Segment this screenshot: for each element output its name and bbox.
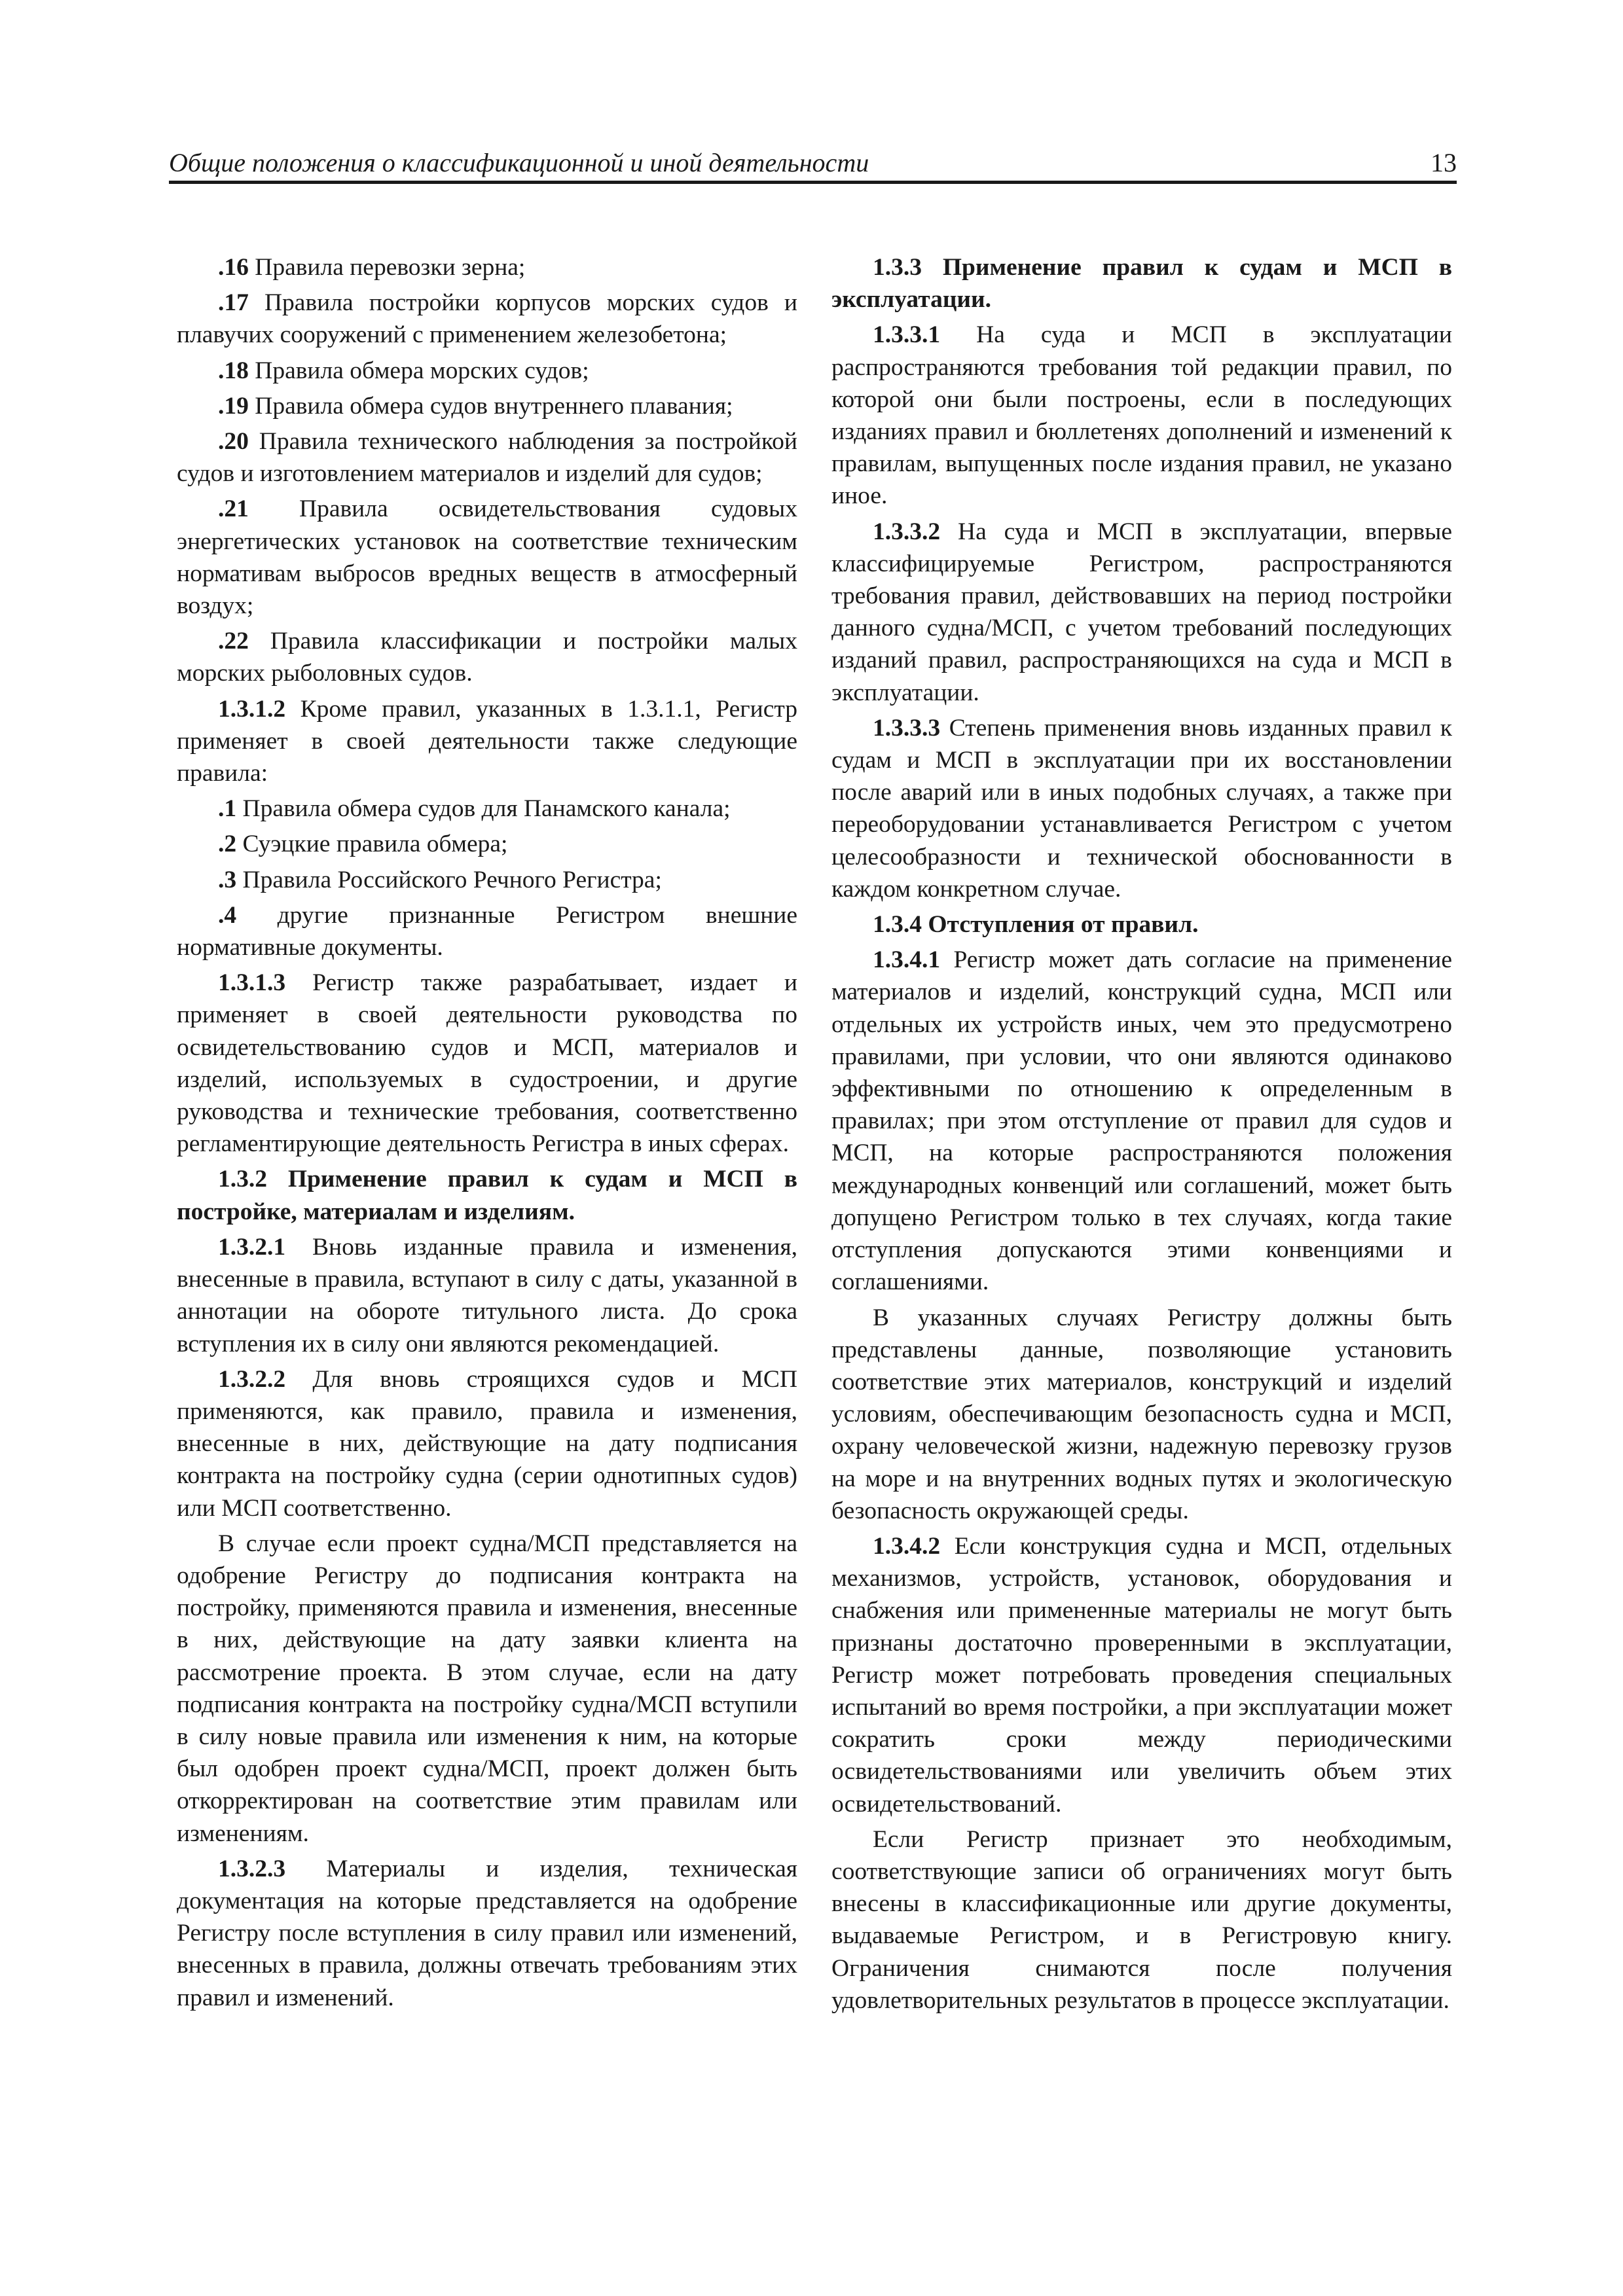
paragraph-text: Регистр может дать согласие на применение материалов и изделий, конструкций судна, МСП или отдельных их устройств иных, чем это предусмотрено правилами, при условии, что они являются одинаково эффективными по отношению к определенным в правилах; при этом отступление от правил для судов и МСП, на которые распространяются положения международных конвенций или соглашений, может быть допущено Регистром только в тех случаях, когда такие отступления допускаются этими конвенциями и соглашениями.: [831, 946, 1452, 1296]
paragraph: [177, 1231, 797, 1360]
paragraph-text: Правила обмера морских судов;: [248, 357, 589, 384]
paragraph-text: На суда и МСП в эксплуатации, впервые классифицируемые Регистром, распространяются требования правил, действовавших на период постройки данного судна/МСП, с учетом требований последующих изданий правил, распространяющихся на суда и МСП в эксплуатации.: [831, 518, 1452, 706]
clause-number: 1.3.3.1: [873, 321, 941, 349]
clause-number: 1.3.2.2: [218, 1365, 286, 1393]
clause-number: 1.3.3.2: [873, 518, 941, 545]
clause-number: .1: [218, 795, 237, 823]
clause-number: .17: [218, 289, 249, 317]
clause-number: .2: [218, 831, 237, 858]
paragraph: [177, 251, 797, 283]
clause-number: .22: [218, 628, 249, 655]
paragraph-text: Правила Российского Речного Регистра;: [236, 866, 662, 893]
paragraph-text: Правила обмера судов внутреннего плавания;: [248, 392, 733, 420]
page-number: 13: [1431, 148, 1457, 177]
paragraph-text: Правила обмера судов для Панамского канала;: [236, 795, 731, 823]
paragraph-text: Суэцкие правила обмера;: [236, 831, 508, 858]
paragraph-text: 1.3.2 Применение правил к судам и МСП в постройке, материалам и изделиям.: [177, 1166, 797, 1225]
paragraph-text: Правила классификации и постройки малых морских рыболовных судов.: [177, 628, 797, 687]
paragraph-text: Правила перевозки зерна;: [248, 254, 526, 281]
section-heading: [831, 251, 1452, 315]
paragraph: [831, 319, 1452, 512]
paragraph-text: Вновь изданные правила и изменения, внесенные в правила, вступают в силу с даты, указанной в аннотации на обороте титульного листа. До срока вступления их в силу они являются рекомендацией.: [177, 1233, 797, 1357]
paragraph-text: Правила освидетельствования судовых энергетических установок на соответствие техническим нормативам выбросов вредных веществ в атмосферный воздух;: [177, 495, 797, 620]
paragraph-text: Степень применения вновь изданных правил к судам и МСП в эксплуатации при их восстановлении после аварий или в иных подобных случаях, а также при переоборудовании устанавливается Регистром с учетом целесообразности и технической обоснованности в каждом конкретном случае.: [831, 714, 1452, 903]
paragraph-text: Регистр также разрабатывает, издает и применяет в своей деятельности руководства по освидетельствованию судов и МСП, материалов и изделий, используемых в судостроении, и другие руководства и технические требования, соответственно регламентирующие деятельность Регистра в иных сферах.: [177, 969, 797, 1158]
paragraph: [177, 425, 797, 490]
running-header-title: Общие положения о классификационной и иной деятельности: [169, 148, 869, 177]
paragraph: [177, 390, 797, 422]
paragraph-text: Правила постройки корпусов морских судов и плавучих сооружений с применением железобетона;: [177, 289, 797, 349]
paragraph: [177, 355, 797, 387]
clause-number: 1.3.3.3: [873, 714, 941, 742]
section-heading: [177, 1163, 797, 1227]
paragraph: [831, 1823, 1452, 2017]
left-column: [177, 251, 797, 2017]
paragraph-text: 1.3.3 Применение правил к судам и МСП в эксплуатации.: [831, 254, 1452, 314]
clause-number: 1.3.4.1: [873, 946, 941, 974]
paragraph: [177, 793, 797, 825]
paragraph-text: В случае если проект судна/МСП представляется на одобрение Регистру до подписания контракта на постройку, применяются правила и изменения, внесенные в них, действующие на дату заявки клиента на рассмотрение проекта. В этом случае, если на дату подписания контракта на постройку судна/МСП вступили в силу новые правила или изменения к ним, на которые был одобрен проект судна/МСП, проект должен быть откорректирован на соответствие этим правилам или изменениям.: [177, 1530, 797, 1847]
paragraph: [177, 493, 797, 622]
paragraph-text: Для вновь строящихся судов и МСП применяются, как правило, правила и изменения, внесенные в них, действующие на дату подписания контракта на постройку судна (серии однотипных судов) или МСП соответственно.: [177, 1365, 797, 1522]
paragraph: [177, 625, 797, 689]
paragraph: [831, 712, 1452, 905]
paragraph: [177, 693, 797, 790]
paragraph-text: Материалы и изделия, техническая документация на которые представляется на одобрение Регистру после вступления в силу правил или изменений, внесенных в правила, должны отвечать требованиям этих правил и изменений.: [177, 1855, 797, 2011]
paragraph: [831, 516, 1452, 709]
clause-number: 1.3.1.3: [218, 969, 286, 997]
paragraph-text: В указанных случаях Регистру должны быть представлены данные, позволяющие установить соответствие этих материалов, конструкций и изделий условиям, обеспечивающим безопасность судна и МСП, охрану человеческой жизни, надежную перевозку грузов на море и на внутренних водных путях и экологическую безопасность окружающей среды.: [831, 1304, 1452, 1524]
paragraph: [831, 1302, 1452, 1527]
right-column: [831, 251, 1452, 2020]
paragraph: [177, 899, 797, 963]
clause-number: .20: [218, 428, 249, 456]
clause-number: .4: [218, 901, 237, 929]
clause-number: 1.3.1.2: [218, 695, 286, 723]
section-heading: [831, 908, 1452, 941]
paragraph: [177, 828, 797, 860]
paragraph: [831, 944, 1452, 1298]
clause-number: 1.3.2.3: [218, 1855, 286, 1882]
paragraph-text: На суда и МСП в эксплуатации распространяются требования той редакции правил, по которой они были построены, если в последующих изданиях правил и бюллетенях дополнений и изменений к правилам, выпущенных после издания правил, не указано иное.: [831, 321, 1452, 510]
clause-number: .16: [218, 254, 249, 281]
paragraph-text: Если конструкция судна и МСП, отдельных механизмов, устройств, установок, оборудования и снабжения или примененные материалы не могут быть признаны достаточно проверенными в эксплуатации, Регистр может потребовать проведения специальных испытаний во время постройки, а при эксплуатации может сократить сроки между периодическими освидетельствованиями или увеличить объем этих освидетельствований.: [831, 1532, 1452, 1818]
paragraph: [177, 967, 797, 1160]
paragraph: [177, 864, 797, 896]
running-header: [169, 145, 1457, 184]
clause-number: 1.3.4.2: [873, 1532, 941, 1560]
paragraph: [177, 287, 797, 351]
paragraph-text: 1.3.4 Отступления от правил.: [873, 911, 1199, 939]
clause-number: .18: [218, 357, 249, 384]
clause-number: .19: [218, 392, 249, 420]
paragraph-text: другие признанные Регистром внешние нормативные документы.: [177, 901, 797, 961]
clause-number: .3: [218, 866, 237, 893]
paragraph: [177, 1363, 797, 1524]
clause-number: .21: [218, 495, 249, 523]
paragraph: [831, 1530, 1452, 1820]
paragraph: [177, 1853, 797, 2014]
paragraph: [177, 1528, 797, 1850]
paragraph-text: Если Регистр признает это необходимым, соответствующие записи об ограничениях могут быть внесены в классификационные или другие документы, выдаваемые Регистром, и в Регистровую книгу. Ограничения снимаются после получения удовлетворительных результатов в процессе эксплуатации.: [831, 1825, 1452, 2014]
paragraph-text: Кроме правил, указанных в 1.3.1.1, Регистр применяет в своей деятельности также следующие правила:: [177, 695, 797, 787]
paragraph-text: Правила технического наблюдения за постройкой судов и изготовлением материалов и изделий для судов;: [177, 428, 797, 488]
clause-number: 1.3.2.1: [218, 1233, 286, 1261]
